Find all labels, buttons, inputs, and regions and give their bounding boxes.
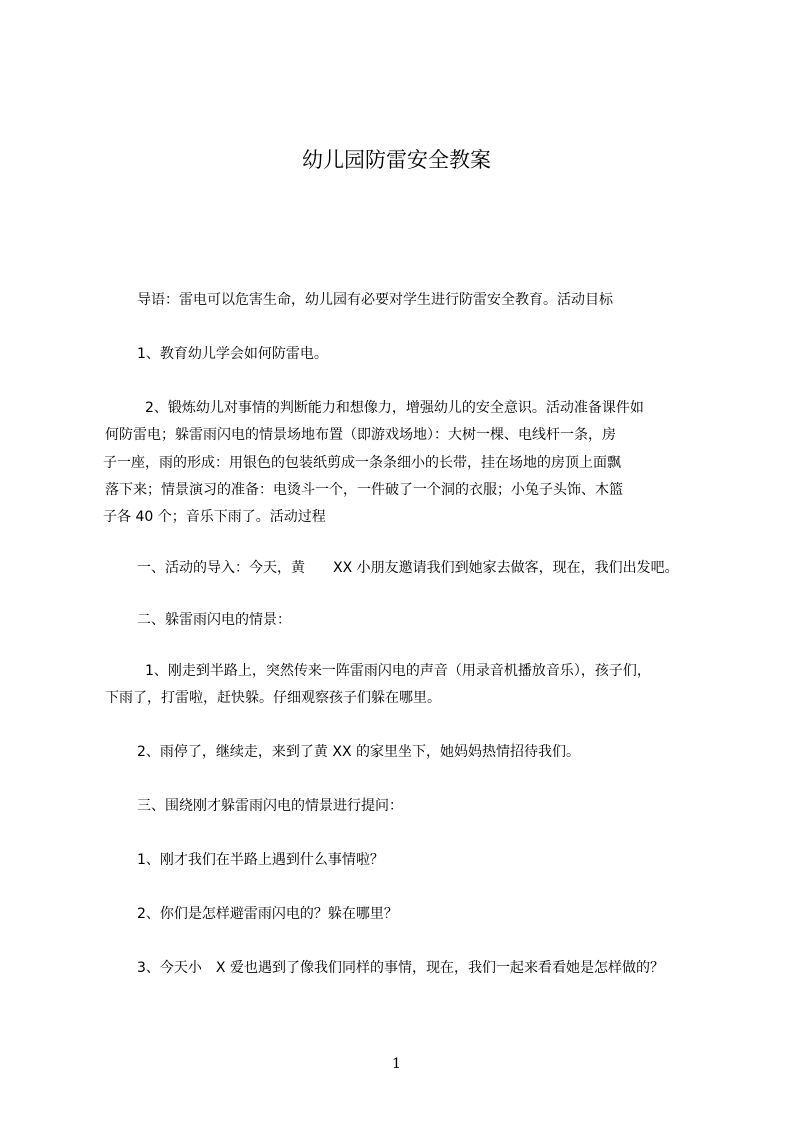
paragraph-line: 导语：雷电可以危害生命，幼儿园有必要对学生进行防雷安全教育。活动目标 — [137, 292, 613, 308]
page-number: 1 — [392, 1056, 401, 1072]
paragraph-line: 1、教育幼儿学会如何防雷电。 — [137, 346, 328, 362]
paragraph-line: 何防雷电；躲雷雨闪电的情景场地布置（即游戏场地）：大树一棵、电线杆一条，房 — [105, 427, 616, 444]
paragraph-line: 子一座，雨的形成：用银色的包装纸剪成一条条细小的长带，挂在场地的房顶上面飘 — [103, 454, 621, 471]
paragraph-line: 落下来；情景演习的准备：电烫斗一个，一件破了一个洞的衣服；小兔子头饰、木篮 — [105, 481, 623, 498]
paragraph-line: 二、躲雷雨闪电的情景： — [137, 612, 291, 628]
paragraph-line: 2、你们是怎样避雷雨闪电的？躲在哪里？ — [137, 906, 398, 922]
document-title: 幼儿园防雷安全教案 — [302, 148, 491, 172]
paragraph-line: 三、围绕刚才躲雷雨闪电的情景进行提问： — [137, 798, 403, 814]
paragraph-line: 3、今天小 X 爱也遇到了像我们同样的事情，现在，我们一起来看看她是怎样做的？ — [137, 960, 664, 976]
paragraph-line: 2、锻炼幼儿对事情的判断能力和想像力，增强幼儿的安全意识。活动准备课件如 — [145, 400, 644, 416]
paragraph-line: 2、雨停了，继续走，来到了黄 XX 的家里坐下，她妈妈热情招待我们。 — [137, 744, 580, 760]
paragraph-line: 子各 40 个；音乐下雨了。活动过程 — [103, 509, 326, 526]
paragraph-line: 下雨了，打雷啦，赶快躲。仔细观察孩子们躲在哪里。 — [105, 690, 441, 707]
paragraph-line: 1、刚才我们在半路上遇到什么事情啦？ — [137, 852, 384, 868]
paragraph-line: 一、活动的导入：今天，黄 XX 小朋友邀请我们到她家去做客，现在，我们出发吧。 — [137, 560, 679, 576]
paragraph-line: 1、刚走到半路上，突然传来一阵雷雨闪电的声音（用录音机播放音乐），孩子们， — [145, 663, 651, 679]
